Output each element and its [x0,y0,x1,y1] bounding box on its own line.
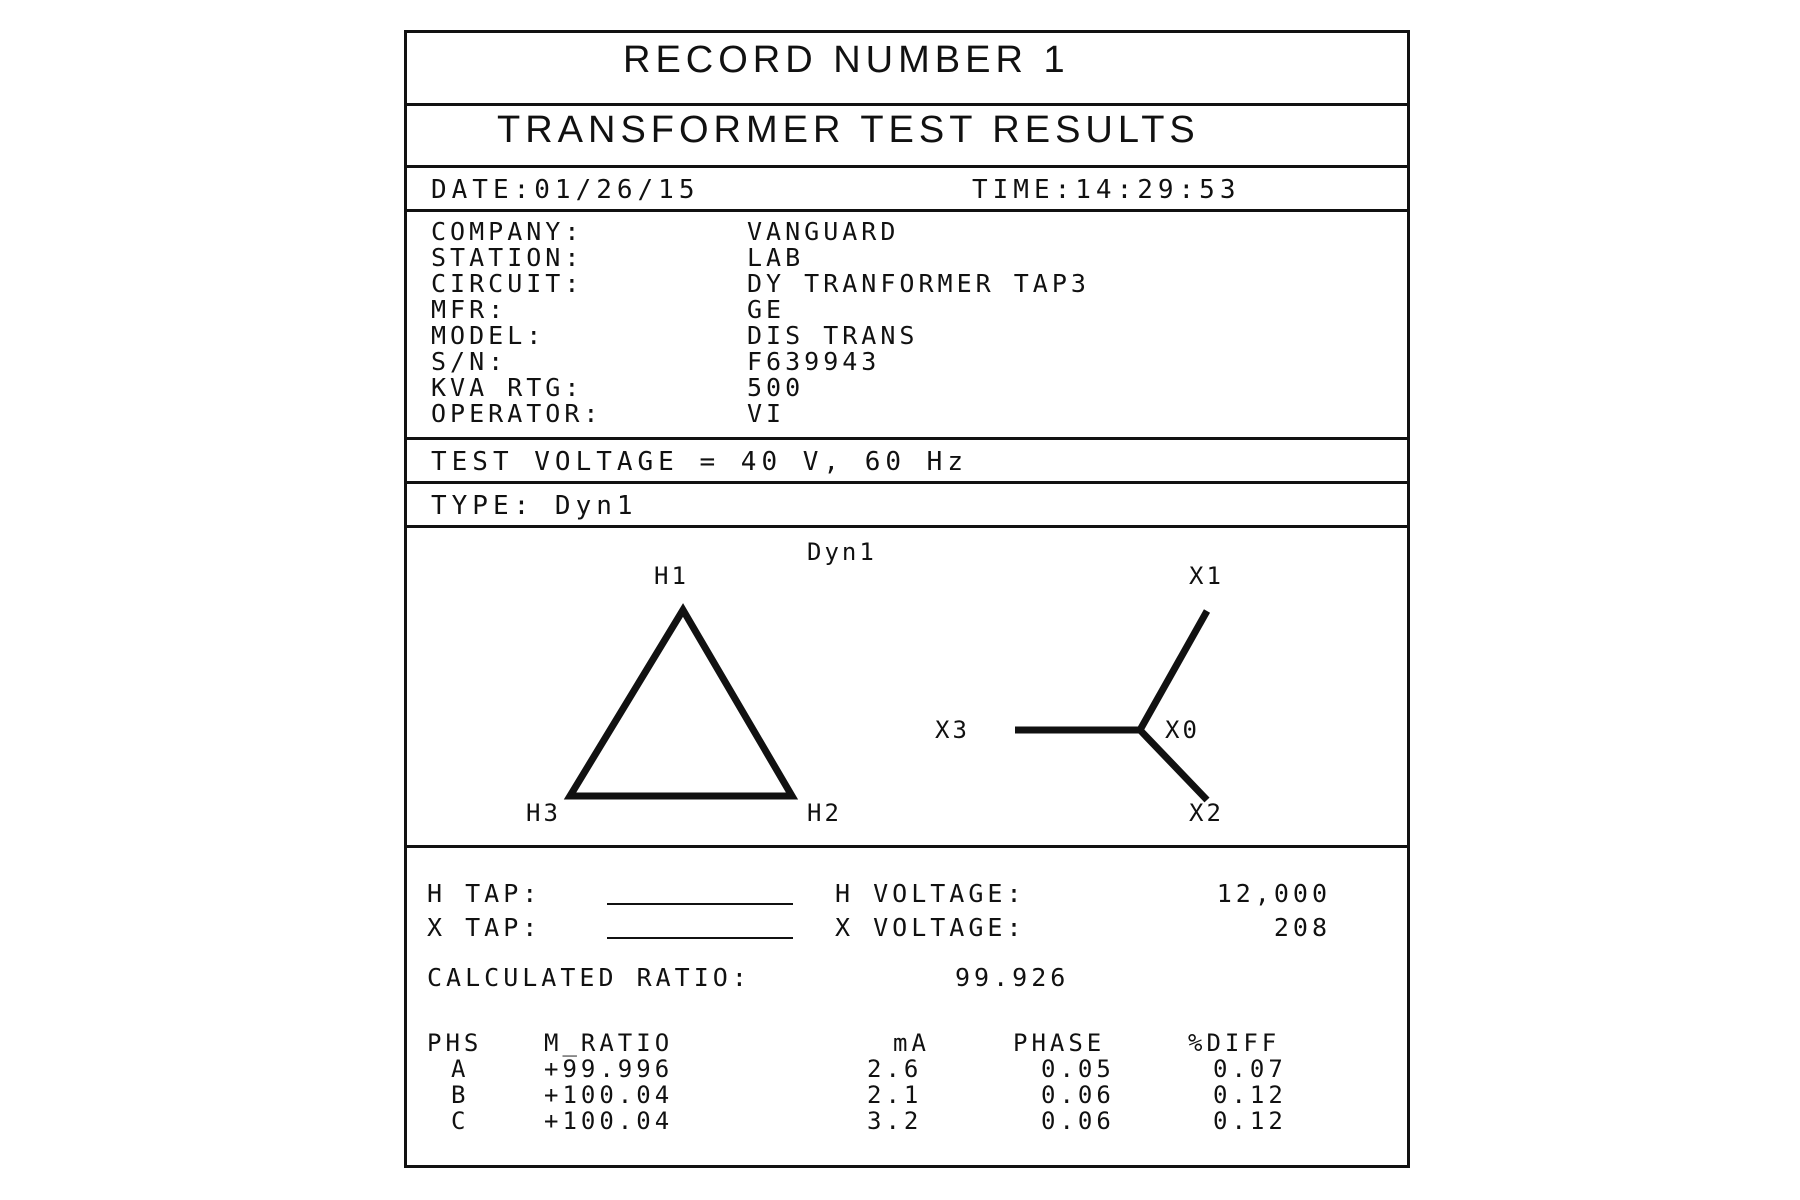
info-value: GE [747,295,786,324]
test-voltage: TEST VOLTAGE = 40 V, 60 Hz [431,447,968,477]
divider [407,103,1407,106]
wye-leg-x1 [1140,611,1207,730]
report-title: TRANSFORMER TEST RESULTS [497,109,1200,151]
table-cell: B [451,1081,470,1109]
table-header: PHS [427,1029,483,1057]
table-cell: 0.05 [1041,1055,1115,1083]
x-tap-blank [607,917,793,939]
info-label: CIRCUIT: [431,269,584,298]
info-value: F639943 [747,347,881,376]
info-value: VI [747,399,786,428]
info-value: LAB [747,243,805,272]
divider [407,437,1407,440]
info-label: OPERATOR: [431,399,603,428]
info-label: KVA RTG: [431,373,584,402]
table-cell: 3.2 [867,1107,923,1135]
table-header: PHASE [1013,1029,1106,1057]
test-report-sheet [404,30,1410,1168]
results-table [407,1029,1407,1139]
info-value: DY TRANFORMER TAP3 [747,269,1090,298]
info-label: MODEL: [431,321,546,350]
table-cell: 0.06 [1041,1107,1115,1135]
vector-diagram [407,528,1407,828]
info-label: COMPANY: [431,217,584,246]
label-h2: H2 [807,799,842,827]
label-x1: X1 [1189,562,1224,590]
table-cell: +100.04 [544,1081,674,1109]
label-h3: H3 [526,799,561,827]
info-label: MFR: [431,295,508,324]
label-h1: H1 [654,562,689,590]
table-cell: C [451,1107,470,1135]
divider [407,481,1407,484]
info-label: STATION: [431,243,584,272]
h-tap-blank [607,883,793,905]
connection-type: TYPE: Dyn1 [431,491,638,521]
info-value: DIS TRANS [747,321,919,350]
x-voltage-label: X VOLTAGE: [835,913,1026,942]
label-x2: X2 [1189,799,1224,827]
table-cell: 0.12 [1213,1107,1287,1135]
info-value: VANGUARD [747,217,900,246]
label-x0: X0 [1165,716,1200,744]
report-date: DATE:01/26/15 [431,175,700,205]
divider [407,845,1407,848]
divider [407,165,1407,168]
table-cell: +99.996 [544,1055,674,1083]
delta-winding-triangle [570,610,792,796]
record-title: RECORD NUMBER 1 [623,39,1070,81]
table-cell: 2.6 [867,1055,923,1083]
table-cell: 0.12 [1213,1081,1287,1109]
calculated-ratio-label: CALCULATED RATIO: [427,963,751,992]
table-header: M_RATIO [544,1029,674,1057]
table-cell: +100.04 [544,1107,674,1135]
table-cell: A [451,1055,470,1083]
report-time: TIME:14:29:53 [972,175,1241,205]
divider [407,209,1407,212]
table-cell: 0.06 [1041,1081,1115,1109]
diagram-title: Dyn1 [807,538,877,566]
x-tap-label: X TAP: [427,913,542,942]
h-voltage-value: 12,000 [1216,879,1331,908]
calculated-ratio-value: 99.926 [955,963,1070,992]
info-label: S/N: [431,347,508,376]
device-info [407,217,1407,427]
label-x3: X3 [935,716,970,744]
table-header: %DIFF [1188,1029,1281,1057]
table-header: mA [893,1029,930,1057]
x-voltage-value: 208 [1273,913,1331,942]
h-voltage-label: H VOLTAGE: [835,879,1026,908]
h-tap-label: H TAP: [427,879,542,908]
table-cell: 0.07 [1213,1055,1287,1083]
info-value: 500 [747,373,805,402]
table-cell: 2.1 [867,1081,923,1109]
